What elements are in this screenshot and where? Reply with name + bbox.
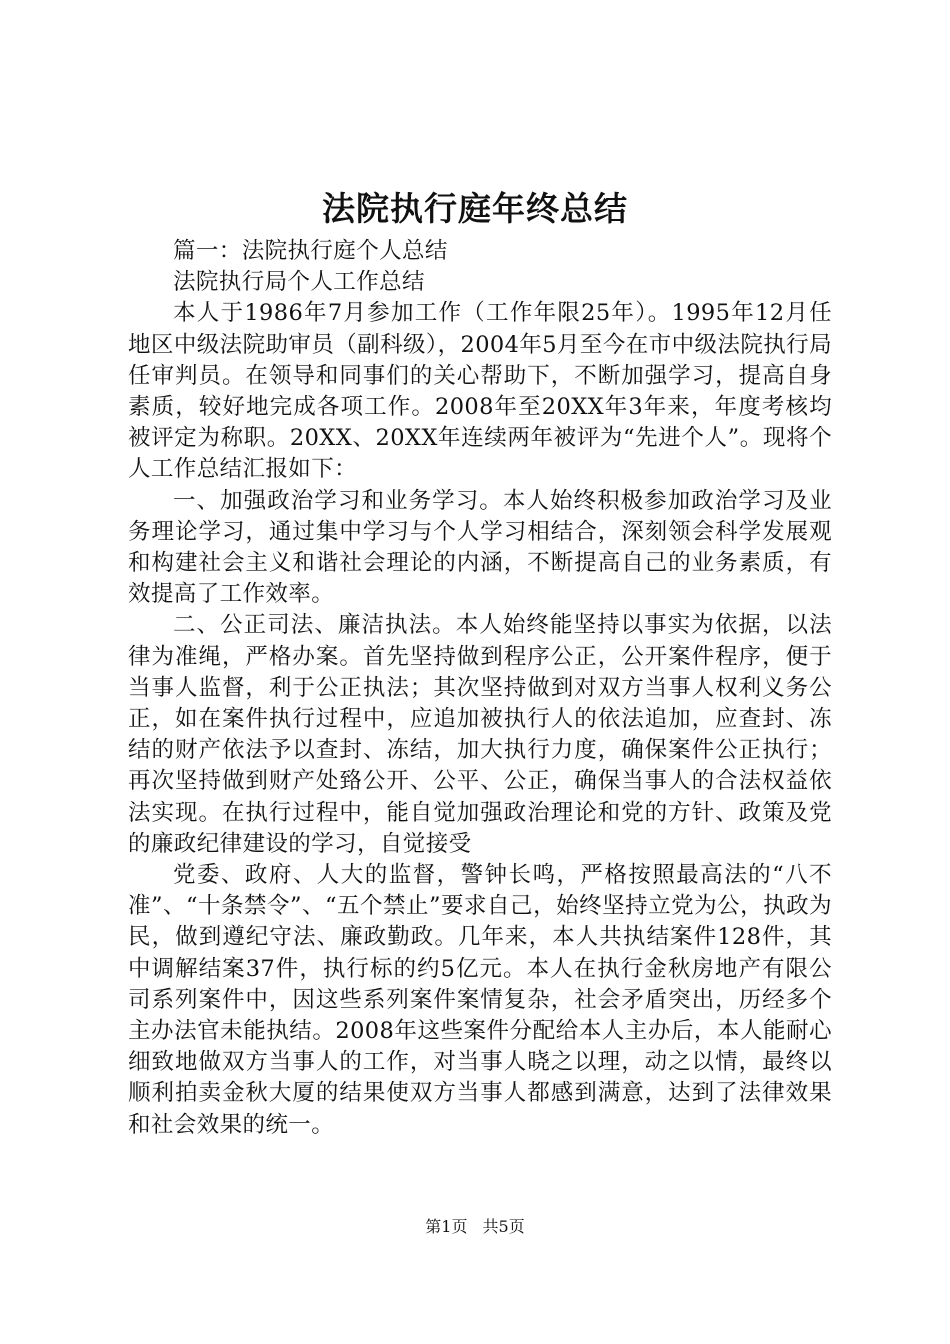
section-heading: 篇一：法院执行庭个人总结 <box>173 238 448 264</box>
page-total: 共5页 <box>482 1217 525 1236</box>
body-paragraph: 本人于1986年7月参加工作（工作年限25年）。1995年12月任地区中级法院助审员（副科级），2004年5月至今在市中级法院执行局任审判员。在领导和同事们的关心帮助下，不断加强学习，提高自身素质，较好地完成各项工作。2008年至20XX年3年来，年度考核均被评定为称职。20XX、20XX年连续两年被评为“先进个人”。现将个人工作总结汇报如下： <box>128 300 832 483</box>
document-title: 法院执行庭年终总结 <box>322 189 628 228</box>
document-body <box>128 236 832 1141</box>
page-number: 第1页 <box>425 1217 468 1236</box>
subtitle: 法院执行局个人工作总结 <box>173 269 425 296</box>
body-paragraph: 一、加强政治学习和业务学习。本人始终积极参加政治学习及业务理论学习，通过集中学习与个人学习相结合，深刻领会科学发展观和构建社会主义和谐社会理论的内涵，不断提高自己的业务素质，有效提高了工作效率。 <box>128 487 832 608</box>
body-paragraph: 党委、政府、人大的监督，警钟长鸣，严格按照最高法的“八不准”、“十条禁令”、“五个禁止”要求自己，始终坚持立党为公，执政为民，做到遵纪守法、廉政勤政。几年来，本人共执结案件128件，其中调解结案37件，执行标的约5亿元。本人在执行金秋房地产有限公司系列案件中，因这些系列案件案情复杂，社会矛盾突出，历经多个主办法官未能执结。2008年这些案件分配给本人主办后，本人能耐心细致地做双方当事人的工作，对当事人晓之以理，动之以情，最终以顺利拍卖金秋大厦的结果使双方当事人都感到满意，达到了法律效果和社会效果的统一。 <box>128 862 832 1138</box>
page-footer <box>0 1216 950 1238</box>
body-paragraph: 二、公正司法、廉洁执法。本人始终能坚持以事实为依据，以法律为准绳，严格办案。首先坚持做到程序公正，公开案件程序，便于当事人监督，利于公正执法；其次坚持做到对双方当事人权利义务公正，如在案件执行过程中，应追加被执行人的依法追加，应查封、冻结的财产依法予以查封、冻结，加大执行力度，确保案件公正执行；再次坚持做到财产处臵公开、公平、公正，确保当事人的合法权益依法实现。在执行过程中，能自觉加强政治理论和党的方针、政策及党的廉政纪律建设的学习，自觉接受 <box>128 612 832 857</box>
